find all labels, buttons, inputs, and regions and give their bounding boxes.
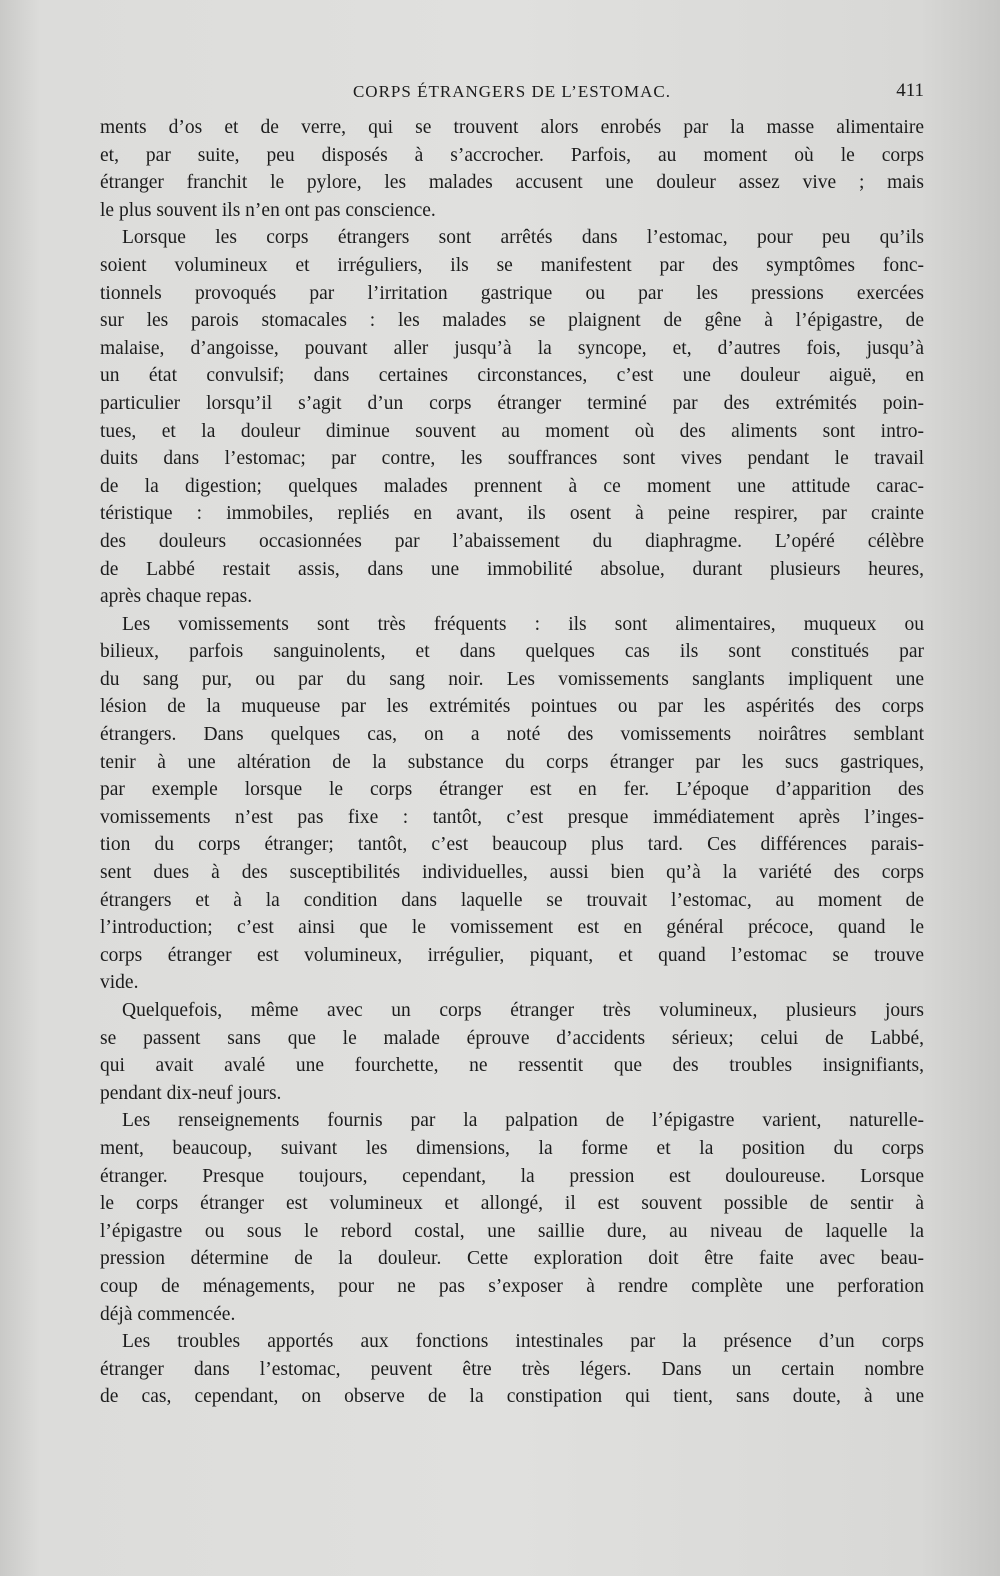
- running-title: CORPS ÉTRANGERS DE L’ESTOMAC.: [352, 82, 672, 101]
- text-line: particulier lorsqu’il s’agit d’un corps étranger terminé par des extrémités poin-: [100, 392, 924, 414]
- text-line: pression détermine de la douleur. Cette exploration doit être faite avec beau-: [100, 1248, 924, 1270]
- text-line: des douleurs occasionnées par l’abaissement du diaphragme. L’opéré célèbre: [100, 530, 924, 552]
- text-line: le plus souvent ils n’en ont pas conscience.: [100, 199, 436, 221]
- text-line: du sang pur, ou par du sang noir. Les vomissements sanglants impliquent une: [100, 668, 924, 690]
- text-line: l’introduction; c’est ainsi que le vomissement est en général précoce, quand le: [100, 917, 924, 939]
- text-line: vomissements n’est pas fixe : tantôt, c’est presque immédiatement après l’inges-: [100, 806, 924, 828]
- text-line: étrangers et à la condition dans laquelle se trouvait l’estomac, au moment de: [100, 889, 924, 911]
- text-line: de la digestion; quelques malades prennent à ce moment une attitude carac-: [100, 475, 924, 497]
- text-line: de Labbé restait assis, dans une immobilité absolue, durant plusieurs heures,: [100, 558, 924, 580]
- text-line: déjà commencée.: [100, 1303, 236, 1325]
- text-line: ment, beaucoup, suivant les dimensions, la forme et la position du corps: [100, 1137, 924, 1159]
- text-line: un état convulsif; dans certaines circonstances, c’est une douleur aiguë, en: [100, 365, 924, 387]
- text-line: de cas, cependant, on observe de la constipation qui tient, sans doute, à une: [100, 1386, 924, 1408]
- text-line: bilieux, parfois sanguinolents, et dans quelques cas ils sont constitués par: [100, 641, 924, 663]
- text-line: tionnels provoqués par l’irritation gastrique ou par les pressions exercées: [100, 282, 924, 304]
- text-line: coup de ménagements, pour ne pas s’exposer à rendre complète une perforation: [100, 1275, 924, 1297]
- text-line: téristique : immobiles, repliés en avant, ils osent à peine respirer, par crainte: [100, 503, 924, 525]
- text-line: étrangers. Dans quelques cas, on a noté des vomissements noirâtres semblant: [100, 724, 924, 746]
- text-line: pendant dix-neuf jours.: [100, 1082, 282, 1104]
- text-line: vide.: [100, 972, 139, 994]
- page-header: [100, 78, 924, 108]
- text-line: le corps étranger est volumineux et allongé, il est souvent possible de sentir à: [100, 1193, 924, 1215]
- text-line: se passent sans que le malade éprouve d’accidents sérieux; celui de Labbé,: [100, 1027, 924, 1049]
- page-number: 411: [896, 80, 924, 101]
- text-line: corps étranger est volumineux, irrégulier, piquant, et quand l’estomac se trouve: [100, 944, 924, 966]
- body-text: [100, 114, 924, 1411]
- text-line: lésion de la muqueuse par les extrémités pointues ou par les aspérités des corps: [100, 696, 924, 718]
- text-line: et, par suite, peu disposés à s’accrocher. Parfois, au moment où le corps: [100, 144, 924, 166]
- text-line: l’épigastre ou sous le rebord costal, une saillie dure, au niveau de laquelle la: [100, 1220, 924, 1242]
- text-line: tenir à une altération de la substance du corps étranger par les sucs gastriques,: [100, 751, 924, 773]
- text-line: étranger dans l’estomac, peuvent être très légers. Dans un certain nombre: [100, 1358, 924, 1380]
- text-line: Les renseignements fournis par la palpation de l’épigastre varient, naturelle-: [122, 1110, 924, 1132]
- text-line: duits dans l’estomac; par contre, les souffrances sont vives pendant le travail: [100, 448, 924, 470]
- text-line: qui avait avalé une fourchette, ne ressentit que des troubles insignifiants,: [100, 1055, 924, 1077]
- text-line: sent dues à des susceptibilités individuelles, aussi bien qu’à la variété des corps: [100, 862, 924, 884]
- text-line: tion du corps étranger; tantôt, c’est beaucoup plus tard. Ces différences parais-: [100, 834, 924, 856]
- text-line: sur les parois stomacales : les malades se plaignent de gêne à l’épigastre, de: [100, 310, 924, 332]
- text-line: étranger. Presque toujours, cependant, la pression est douloureuse. Lorsque: [100, 1165, 924, 1187]
- text-line: Quelquefois, même avec un corps étranger très volumineux, plusieurs jours: [122, 1000, 924, 1021]
- text-line: Les vomissements sont très fréquents : ils sont alimentaires, muqueux ou: [122, 613, 924, 635]
- text-line: malaise, d’angoisse, pouvant aller jusqu’à la syncope, et, d’autres fois, jusqu’à: [100, 337, 924, 359]
- text-line: après chaque repas.: [100, 586, 253, 608]
- text-line: par exemple lorsque le corps étranger est en fer. L’époque d’apparition des: [100, 779, 924, 801]
- text-line: ments d’os et de verre, qui se trouvent alors enrobés par la masse alimentaire: [100, 117, 924, 138]
- text-line: étranger franchit le pylore, les malades accusent une douleur assez vive ; mais: [100, 172, 924, 194]
- text-line: soient volumineux et irréguliers, ils se manifestent par des symptômes fonc-: [100, 254, 924, 276]
- text-line: Lorsque les corps étrangers sont arrêtés dans l’estomac, pour peu qu’ils: [122, 227, 924, 249]
- text-line: Les troubles apportés aux fonctions intestinales par la présence d’un corps: [122, 1331, 924, 1353]
- text-line: tues, et la douleur diminue souvent au moment où des aliments sont intro-: [100, 420, 924, 442]
